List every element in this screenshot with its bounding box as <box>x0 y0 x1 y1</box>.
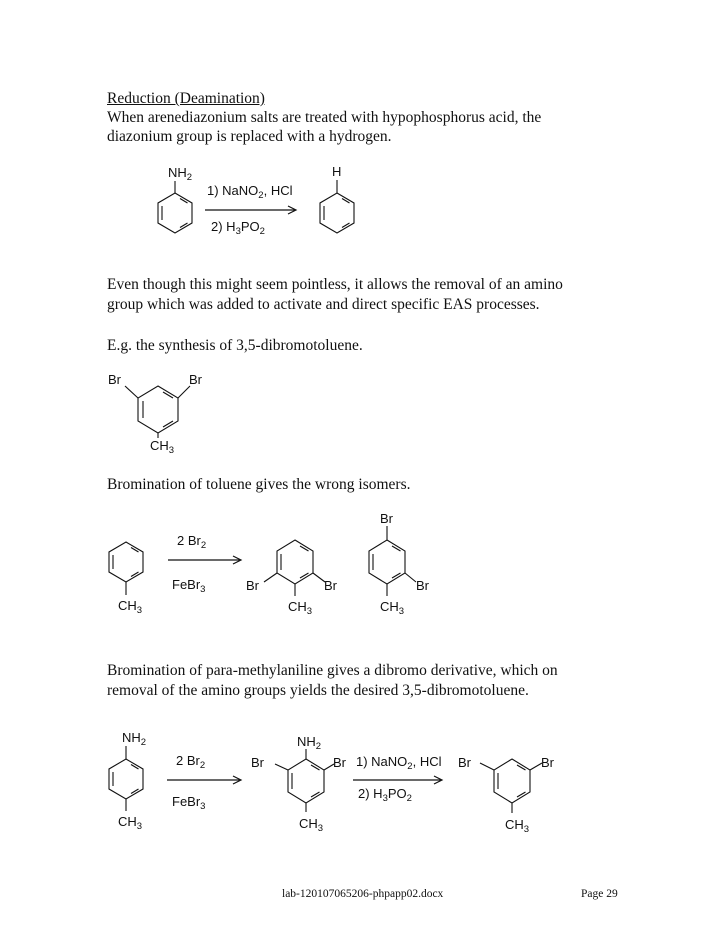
reagent-nano2-hcl: 1) NaNO$_2$, HCl <box>356 754 442 772</box>
product2-methyl: $CH_3$ <box>380 599 405 617</box>
target-methyl: $CH_3$ <box>150 438 175 456</box>
product1-methyl: $CH_3$ <box>288 599 313 617</box>
reagent-febr3: FeBr$_3$ <box>172 794 206 812</box>
product2-br-right: Br <box>416 578 429 593</box>
dibromotoluene-product-structure <box>458 755 555 835</box>
aniline-nh2-label: $NH_2$ <box>168 165 193 183</box>
reactant-nh2-label: $NH_2$ <box>122 730 147 748</box>
explanation-line-2: group which was added to activate and direct specific EAS processes. <box>107 296 540 313</box>
example-line: E.g. the synthesis of 3,5-dibromotoluene. <box>107 337 363 354</box>
footer-filename: lab-120107065206-phpapp02.docx <box>282 888 444 900</box>
intermediate-nh2-label: $NH_2$ <box>297 734 322 752</box>
aniline-structure <box>158 165 192 233</box>
intro-line-1: When arenediazonium salts are treated with hypophosphorus acid, the <box>107 109 542 126</box>
target-br-right: Br <box>189 372 202 387</box>
reagents-bromination-2 <box>167 753 241 812</box>
reaction-2-scheme <box>0 510 728 620</box>
toluene-methyl: $CH_3$ <box>118 598 143 616</box>
dibromo-intermediate-structure <box>251 734 347 834</box>
reagent-h3po2: 2) $H_3PO_2$ <box>358 786 412 804</box>
toluene-bromination-line: Bromination of toluene gives the wrong isomers. <box>107 476 411 493</box>
product-br-left: Br <box>458 755 471 770</box>
target-br-left: Br <box>108 372 121 387</box>
product2-br-top: Br <box>380 511 393 526</box>
explanation-line-1: Even though this might seem pointless, it allows the removal of an amino <box>107 276 563 293</box>
reagent-febr3: FeBr$_3$ <box>172 577 206 595</box>
toluene-structure <box>109 542 143 616</box>
section-heading: Reduction (Deamination) <box>107 90 265 107</box>
reagent-2br2: 2 $Br_2$ <box>176 753 206 771</box>
reagent-nano2-hcl: 1) NaNO$_2$, HCl <box>207 183 293 201</box>
product-methyl: $CH_3$ <box>505 817 530 835</box>
product-2-6-dibromotoluene <box>246 540 338 617</box>
intermediate-methyl: $CH_3$ <box>299 816 324 834</box>
reactant-methyl: $CH_3$ <box>118 814 143 832</box>
benzene-h-label: H <box>332 164 342 179</box>
product1-br-left: Br <box>246 578 259 593</box>
product-br-right: Br <box>541 755 554 770</box>
reaction-3-scheme <box>0 725 728 840</box>
benzene-structure <box>320 164 354 233</box>
intro-line-2: diazonium group is replaced with a hydrogen. <box>107 128 392 145</box>
intermediate-br-left: Br <box>251 755 264 770</box>
product1-br-right: Br <box>324 578 337 593</box>
reagent-h3po2: 2) $H_3PO_2$ <box>211 219 265 237</box>
reagent-2br2: 2 $Br_2$ <box>177 533 207 551</box>
reagents-deamination-2 <box>353 754 442 804</box>
reagents-deamination-1 <box>205 183 296 237</box>
p-methylaniline-structure <box>109 730 146 832</box>
methylaniline-line-1: Bromination of para-methylaniline gives a dibromo derivative, which on <box>107 662 558 679</box>
product-2-4-dibromotoluene <box>369 511 430 617</box>
methylaniline-line-2: removal of the amino groups yields the desired 3,5-dibromotoluene. <box>107 682 529 699</box>
reagents-bromination-1 <box>168 533 241 595</box>
footer-page-number: Page 29 <box>581 888 618 900</box>
intermediate-br-right: Br <box>333 755 346 770</box>
reaction-1-scheme <box>0 158 728 258</box>
target-structure <box>0 366 728 456</box>
